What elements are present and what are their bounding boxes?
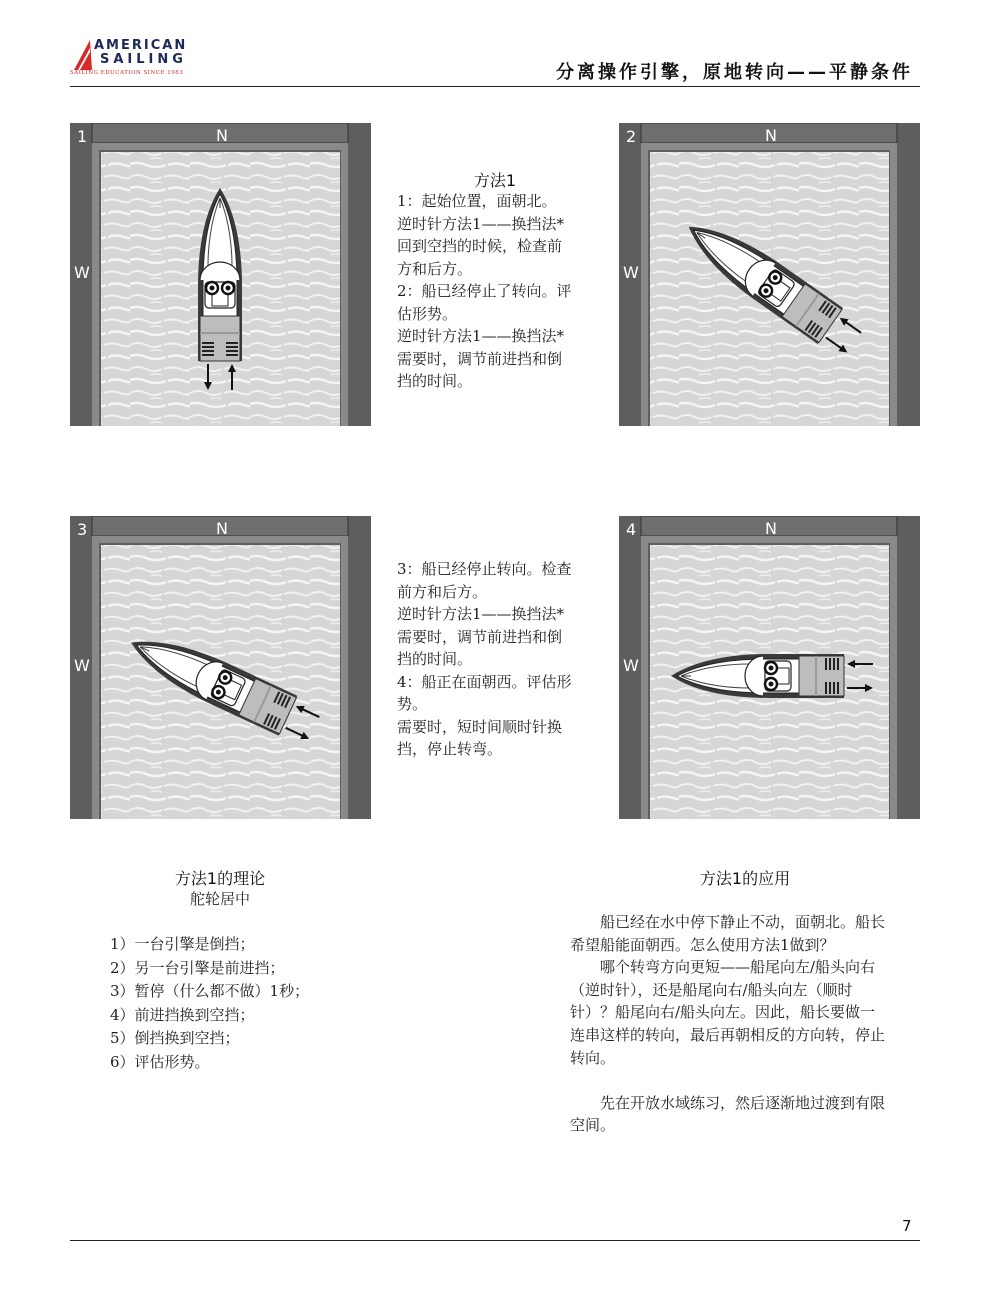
application-line: 先在开放水域练习，然后逐渐地过渡到有限 bbox=[570, 1093, 886, 1112]
theory-step: 2）另一台引擎是前进挡； bbox=[110, 958, 285, 977]
theory-step: 1）一台引擎是倒挡； bbox=[110, 935, 255, 953]
method-block-2-line: 需要时，短时间顺时针换 bbox=[397, 717, 563, 736]
method-block-2-line: 4：船正在面朝西。评估形 bbox=[397, 672, 572, 691]
method-title: 方法1 bbox=[473, 171, 517, 190]
logo-line2: SAILING bbox=[100, 52, 187, 67]
method-block-2 bbox=[397, 558, 597, 761]
application-line: 希望船能面朝西。怎么使用方法1做到？ bbox=[570, 935, 835, 954]
method-block-1-line: 逆时针方法1——换挡法* bbox=[397, 327, 565, 345]
application-line: 空间。 bbox=[570, 1116, 616, 1135]
diagram-panel-2 bbox=[619, 123, 920, 426]
diagram-panel-3 bbox=[70, 516, 371, 819]
method-block-1-line: 逆时针方法1——换挡法* bbox=[397, 214, 565, 233]
header-rule bbox=[70, 86, 920, 87]
method-block-2-line: 前方和后方。 bbox=[397, 582, 488, 601]
panel-3-west-label: W bbox=[74, 656, 90, 675]
method-block-1 bbox=[397, 190, 597, 393]
method-block-2-line: 势。 bbox=[397, 695, 428, 713]
theory-subtitle: 舵轮居中 bbox=[189, 890, 250, 908]
panel-3-north-label: N bbox=[216, 519, 228, 538]
theory-step: 6）评估形势。 bbox=[110, 1052, 210, 1071]
diagram-panel-1 bbox=[70, 123, 371, 426]
panel-1-north-label: N bbox=[216, 126, 228, 145]
application-line: （逆时针），还是船尾向右/船头向左（顺时 bbox=[570, 980, 853, 999]
method-block-2-line: 逆时针方法1——换挡法* bbox=[397, 605, 565, 623]
diagram-panel-4 bbox=[619, 516, 920, 819]
method-block-1-line: 挡的时间。 bbox=[397, 372, 473, 390]
application-line: 转向。 bbox=[570, 1048, 616, 1067]
diagram-2-drawing bbox=[619, 123, 920, 426]
application-line: 船已经在水中停下静止不动，面朝北。船长 bbox=[570, 913, 886, 931]
method-block-1-line: 估形势。 bbox=[397, 304, 458, 323]
footer-rule bbox=[70, 1240, 920, 1241]
theory-title: 方法1的理论 bbox=[174, 869, 266, 888]
panel-4-west-label: W bbox=[623, 656, 639, 675]
method-block-1-line: 需要时，调节前进挡和倒 bbox=[397, 349, 563, 368]
theory-steps bbox=[110, 933, 350, 1074]
diagram-3-drawing bbox=[70, 516, 371, 819]
application-line: 哪个转弯方向更短——船尾向左/船头向右 bbox=[570, 958, 876, 977]
theory-step: 3）暂停（什么都不做）1秒； bbox=[110, 982, 310, 1000]
application-title: 方法1的应用 bbox=[699, 869, 791, 888]
panel-2-north-label: N bbox=[765, 126, 777, 145]
panel-2-west-label: W bbox=[623, 263, 639, 282]
page-header-title: 分离操作引擎，原地转向——平静条件 bbox=[556, 62, 913, 83]
logo-sail-icon bbox=[70, 40, 96, 72]
logo bbox=[70, 38, 200, 82]
diagram-4-drawing bbox=[619, 516, 920, 819]
theory-step: 4）前进挡换到空挡； bbox=[110, 1005, 255, 1024]
panel-3-number: 3 bbox=[77, 520, 88, 539]
logo-tagline: SAILING EDUCATION SINCE 1983 bbox=[70, 70, 184, 76]
application-line bbox=[570, 1069, 920, 1092]
application-text bbox=[570, 911, 920, 1137]
application-line: 连串这样的转向，最后再朝相反的方向转，停止 bbox=[570, 1025, 886, 1044]
application-line: 针）？船尾向右/船头向左。因此，船长要做一 bbox=[570, 1003, 876, 1022]
panel-4-number: 4 bbox=[626, 520, 637, 539]
method-block-2-line: 挡的时间。 bbox=[397, 650, 473, 668]
panel-1-number: 1 bbox=[77, 127, 88, 146]
panel-2-number: 2 bbox=[626, 127, 637, 146]
logo-line1: AMERICAN bbox=[94, 38, 188, 53]
method-block-1-line: 2：船已经停止了转向。评 bbox=[397, 282, 572, 300]
method-block-2-line: 需要时，调节前进挡和倒 bbox=[397, 627, 563, 646]
method-block-1-line: 方和后方。 bbox=[397, 259, 473, 278]
method-block-1-line: 回到空挡的时候，检查前 bbox=[397, 237, 563, 255]
panel-1-west-label: W bbox=[74, 263, 90, 282]
page-number: 7 bbox=[902, 1217, 912, 1235]
method-block-2-line: 3：船已经停止转向。检查 bbox=[397, 560, 572, 578]
method-block-1-line: 1：起始位置，面朝北。 bbox=[397, 192, 557, 210]
diagram-1-drawing bbox=[70, 123, 371, 426]
theory-step: 5）倒挡换到空挡； bbox=[110, 1029, 240, 1047]
method-block-2-line: 挡，停止转弯。 bbox=[397, 740, 503, 758]
panel-4-north-label: N bbox=[765, 519, 777, 538]
